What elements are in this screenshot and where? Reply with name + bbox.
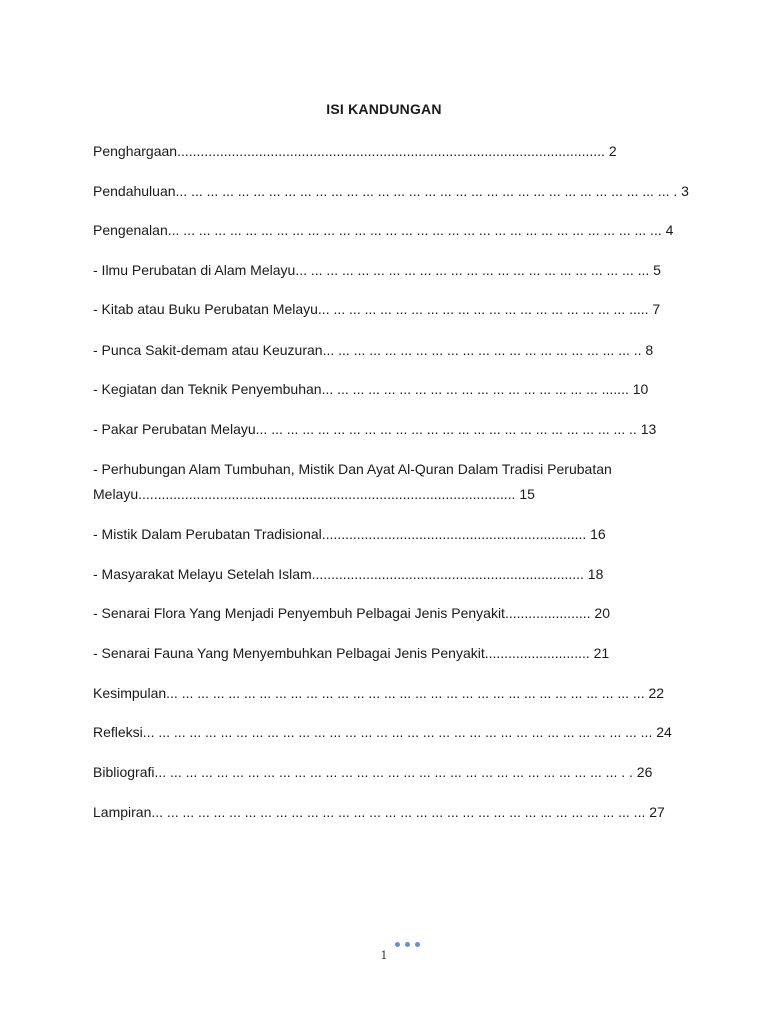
page-title: ISI KANDUNGAN (326, 101, 442, 117)
toc-entry-flora: - Senarai Flora Yang Menjadi Penyembuh Pelbagai Jenis Penyakit...................... 20 (93, 605, 610, 621)
footer-ornament (395, 942, 420, 947)
toc-entry-kegiatan: - Kegiatan dan Teknik Penyembuhan... ... ... ... ... ... ... ... ... ... ... ... ... ... ... ... ... ... ....... 10 (93, 381, 649, 397)
toc-entry-perhubungan: - Perhubungan Alam Tumbuhan, Mistik Dan Ayat Al-Quran Dalam Tradisi Perubatan (93, 461, 612, 477)
toc-entry-perhubungan-cont: Melayu................................................................................................. 15 (93, 486, 535, 502)
toc-entry-lampiran: Lampiran... ... ... ... ... ... ... ... ... ... ... ... ... ... ... ... ... ... ... ... ... ... ... ... ... ... ... ... ... ... ... ... 27 (93, 804, 665, 820)
toc-entry-pakar: - Pakar Perubatan Melayu... ... ... ... ... ... ... ... ... ... ... ... ... ... ... ... ... ... ... ... ... ... ... ... .. 13 (93, 421, 657, 437)
toc-entry-fauna: - Senarai Fauna Yang Menyembuhkan Pelbagai Jenis Penyakit........................... 21 (93, 645, 610, 661)
toc-entry-bibliografi: Bibliografi... ... ... ... ... ... ... ... ... ... ... ... ... ... ... ... ... ... ... ... ... ... ... ... ... ... ... ... ... ... . . 26 (93, 764, 653, 780)
toc-entry-punca-sakit: - Punca Sakit-demam atau Keuzuran... ... ... ... ... ... ... ... ... ... ... ... ... ... ... ... ... ... ... ... .. 8 (93, 342, 654, 358)
toc-entry-pengenalan: Pengenalan... ... ... ... ... ... ... ... ... ... ... ... ... ... ... ... ... ... ... ... ... ... ... ... ... ... ... ... ... ... ... ... 4 (93, 222, 674, 238)
page-number: 1 (380, 949, 388, 962)
toc-entry-mistik: - Mistik Dalam Perubatan Tradisional.................................................................... 16 (93, 526, 606, 542)
toc-entry-penghargaan: Penghargaan.............................................................................................................. 2 (93, 143, 617, 159)
dot-icon (395, 942, 400, 947)
toc-entry-kitab: - Kitab atau Buku Perubatan Melayu... ... ... ... ... ... ... ... ... ... ... ... ... ... ... ... ... ... ... ... ..... 7 (93, 301, 661, 317)
dot-icon (415, 942, 420, 947)
toc-entry-refleksi: Refleksi... ... ... ... ... ... ... ... ... ... ... ... ... ... ... ... ... ... ... ... ... ... ... ... ... ... ... ... ... ... ... ... ... 24 (93, 724, 672, 740)
toc-entry-pendahuluan: Pendahuluan... ... ... ... ... ... ... ... ... ... ... ... ... ... ... ... ... ... ... ... ... ... ... ... ... ... ... ... ... ... ... ... . 3 (93, 183, 689, 199)
toc-entry-kesimpulan: Kesimpulan... ... ... ... ... ... ... ... ... ... ... ... ... ... ... ... ... ... ... ... ... ... ... ... ... ... ... ... ... ... ... 22 (93, 685, 665, 701)
toc-entry-ilmu-perubatan: - Ilmu Perubatan di Alam Melayu... ... ... ... ... ... ... ... ... ... ... ... ... ... ... ... ... ... ... ... ... ... ... 5 (93, 262, 661, 278)
toc-entry-masyarakat: - Masyarakat Melayu Setelah Islam...................................................................... 18 (93, 566, 604, 582)
dot-icon (405, 942, 410, 947)
